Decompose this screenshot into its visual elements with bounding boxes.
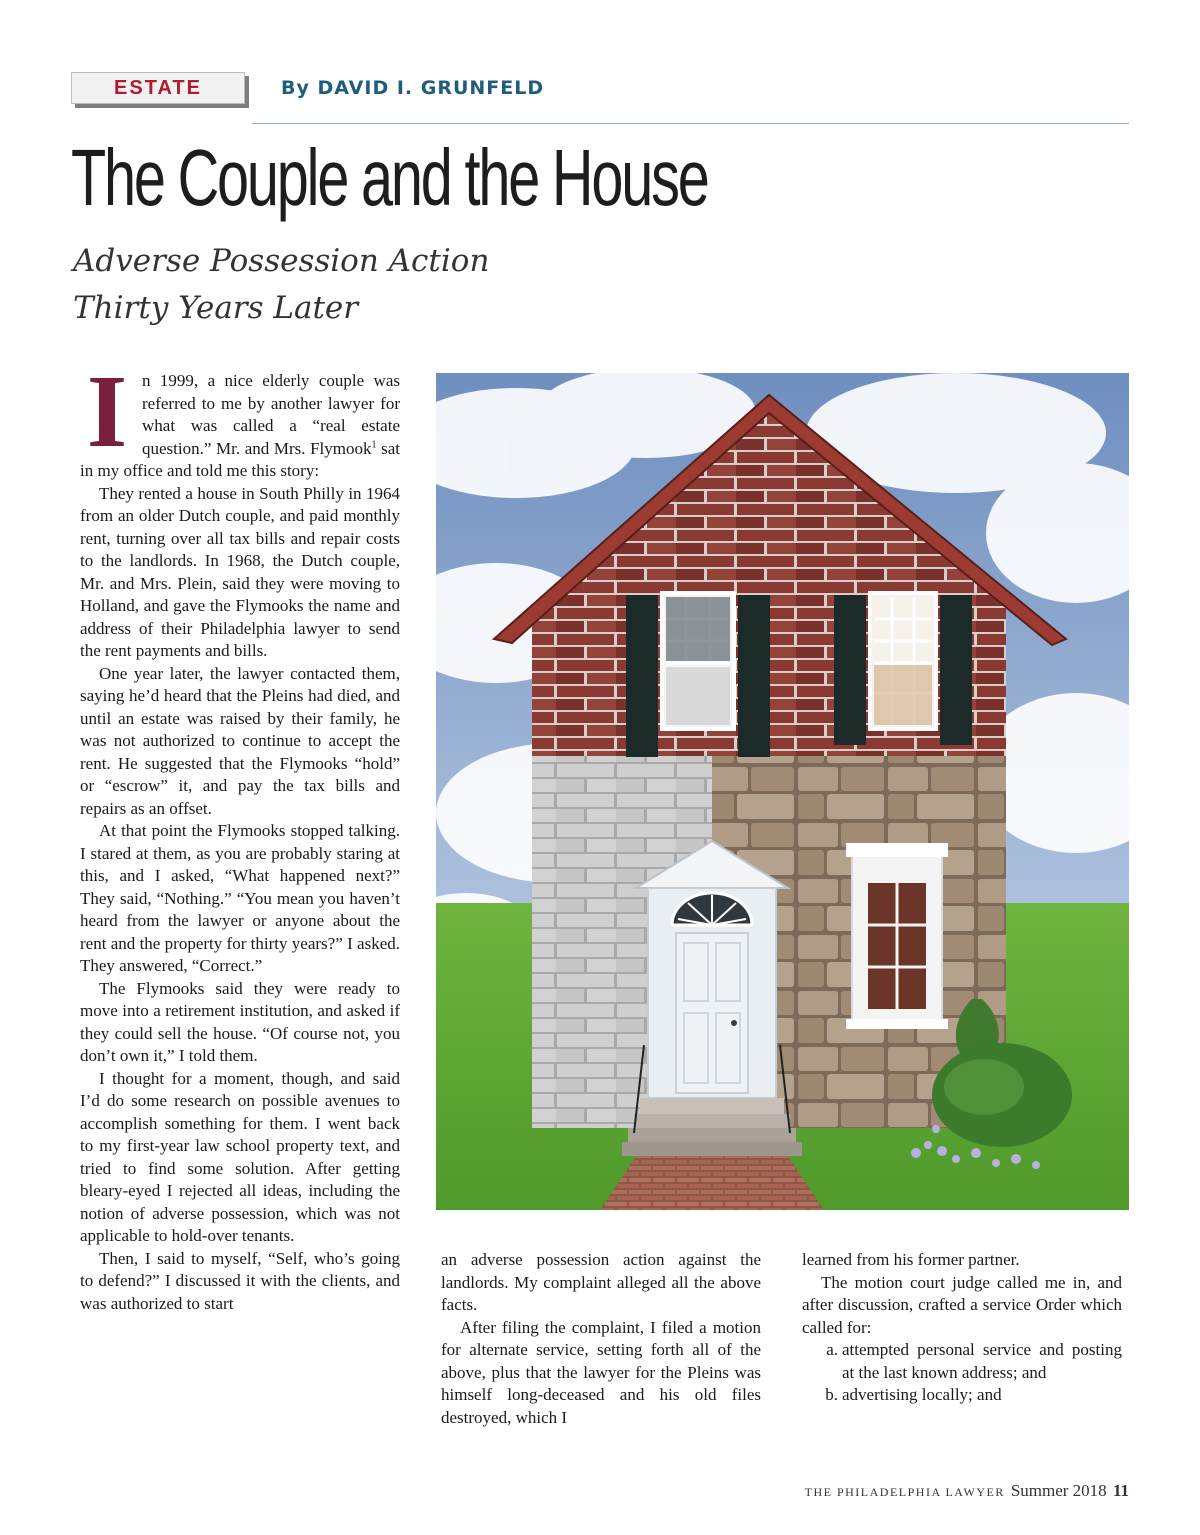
paragraph-1-end: sat in my office and told me this story: (80, 438, 400, 480)
paragraph-10: learned from his former partner. (802, 1250, 1020, 1269)
article-subtitle (73, 238, 489, 332)
brick-path (600, 1156, 824, 1210)
list-item-letter: b. (825, 1385, 838, 1404)
footnote-marker: 1 (371, 438, 377, 450)
byline: By DAVID I. GRUNFELD (281, 77, 545, 99)
subtitle-line-2: Thirty Years Later (73, 290, 359, 326)
paragraph-2: They rented a house in South Philly in 1964 from an older Dutch couple, and paid monthly rent, turning over all tax bills and repair costs to the landlords. In 1968, the Dutch couple, Mr. and Mrs. Plein, said they were moving to Holland, and gave the Flymooks the name and address of their Philadelphia lawyer to send the rent payments and bills. (80, 483, 400, 660)
order-list-item (802, 1384, 1122, 1407)
section-tag (71, 72, 245, 104)
house-illustration-svg (436, 373, 1129, 1210)
paragraph-7: Then, I said to myself, “Self, who’s going to defend?” I discussed it with the clients, and was authorized to start (80, 1248, 400, 1313)
list-item-letter: a. (826, 1340, 838, 1359)
list-item-text: advertising locally; and (842, 1385, 1002, 1404)
lower-right-window (846, 843, 948, 1029)
paragraph-11: The motion court judge called me in, and after discussion, crafted a service Order which called for: (802, 1272, 1122, 1337)
header-rule (252, 123, 1129, 124)
front-door (636, 841, 788, 1098)
upper-right-window (834, 593, 972, 745)
page-footer (805, 1481, 1129, 1501)
paragraph-8: an adverse possession action against the landlords. My complaint alleged all the above facts. (441, 1250, 761, 1314)
order-list-item (802, 1339, 1122, 1384)
paragraph-1 (80, 370, 400, 483)
paragraph-9: After filing the complaint, I filed a motion for alternate service, setting forth all of the above, plus that the lawyer for the Pleins was himself long-deceased and his old files destroyed, which I (441, 1317, 761, 1427)
section-tag-label: ESTATE (114, 76, 202, 99)
page-number: 11 (1112, 1481, 1129, 1500)
paragraph-4: At that point the Flymooks stopped talking. I stared at them, as you are probably staring at this, and I asked, “What happened next?” They said, “Nothing.” “You mean you haven’t heard from the lawyer or anyone about the rent and the property for thirty years?” I asked. They answered, “Correct.” (80, 821, 400, 975)
drop-cap-letter: I (86, 372, 128, 451)
article-column-2 (441, 1249, 761, 1429)
magazine-name: THE PHILADELPHIA LAWYER (804, 1485, 1005, 1499)
paragraph-5: The Flymooks said they were ready to move into a retirement institution, and asked if they could sell the house. “Of course not, you don’t own it,” I told them. (80, 978, 400, 1065)
issue-date: Summer 2018 (1010, 1481, 1107, 1500)
subtitle-line-1: Adverse Possession Action (73, 243, 490, 279)
article-title: The Couple and the House (71, 133, 708, 222)
article-column-1 (80, 370, 400, 1315)
house-illustration (436, 373, 1129, 1210)
article-column-3 (802, 1249, 1122, 1407)
paragraph-1-text: n 1999, a nice elderly couple was referred to me by another lawyer for what was called a “real estate question.” Mr. and Mrs. Flymook (142, 371, 400, 458)
paragraph-3: One year later, the lawyer contacted them, saying he’d heard that the Pleins had died, and until an estate was raised by their family, he was not authorized to continue to accept the rent. He suggested that the Flymooks “hold” or “escrow” it, and pay the tax bills and repairs as an offset. (80, 663, 400, 818)
list-item-text: attempted personal service and posting at the last known address; and (842, 1340, 1122, 1382)
drop-cap (80, 372, 134, 451)
paragraph-6: I thought for a moment, though, and said I’d do some research on possible avenues to accomplish something for them. I went back to my first-year law school property text, and tried to find some solution. After getting bleary-eyed I rejected all ideas, including the notion of adverse possession, which was not applicable to hold-over tenants. (80, 1068, 400, 1245)
